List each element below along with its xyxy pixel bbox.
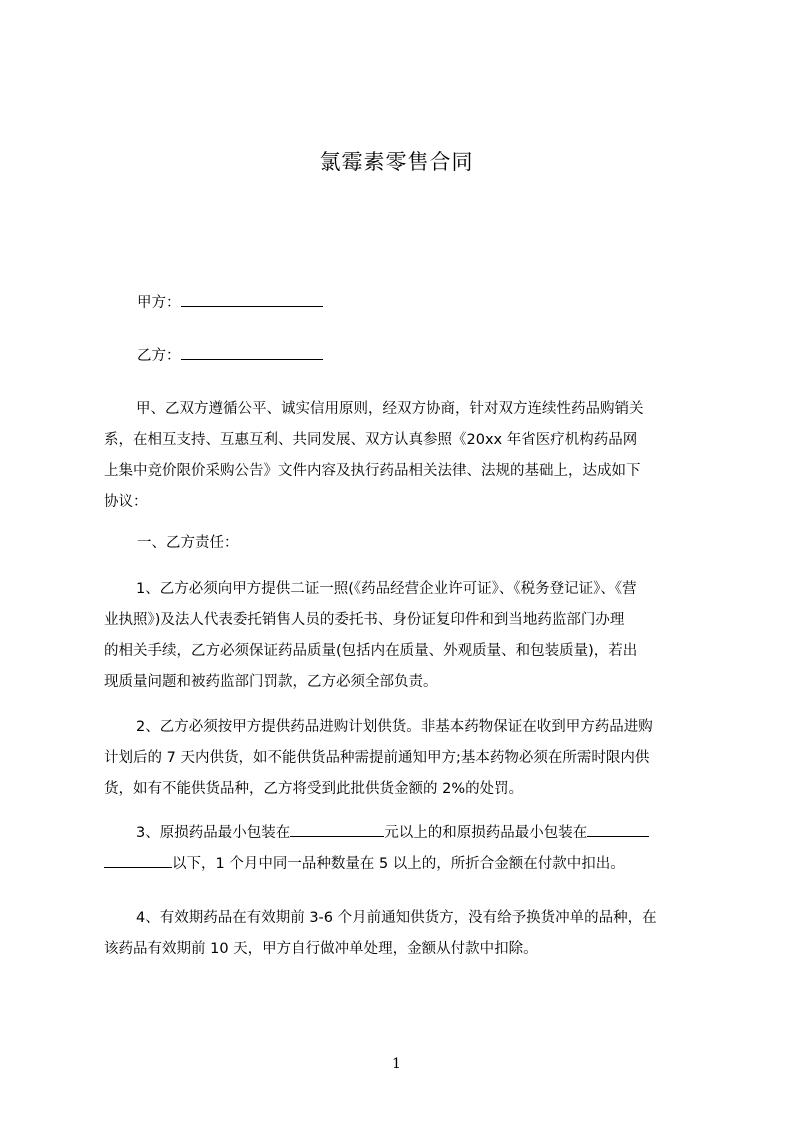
clause-2-line: 计划后的 7 天内供货，如不能供货品种需提前通知甲方;基本药物必须在所需时限内供 [104,750,650,766]
party-a-line [137,292,323,313]
page-title: 氯霉素零售合同 [319,150,474,174]
clause-1-line: 1、乙方必须向甲方提供二证一照(《药品经营企业许可证》、《税务登记证》、《营 [136,581,637,597]
clause-1-line: 现质量问题和被药监部门罚款，乙方必须全部负责。 [104,674,438,690]
intro-line: 系，在相互支持、互惠互利、共同发展、双方认真参照《20xx 年省医疗机构药品网 [104,432,638,448]
clause-2-paragraph [104,712,709,805]
clause-3-blank-threshold [587,822,649,837]
clause-1-paragraph [104,574,709,698]
party-b-line [137,345,323,366]
clause-3-blank-threshold-cont [104,853,172,868]
clause-4-line: 4、有效期药品在有效期前 3-6 个月前通知供货方，没有给予换货冲单的品种，在 [136,910,657,926]
clause-4-paragraph [104,903,709,965]
party-b-blank [181,345,323,360]
section-one-heading: 一、乙方责任： [137,535,239,551]
page-number: 1 [392,1056,401,1072]
clause-2-line: 货，如有不能供货品种，乙方将受到此批供货金额的 2%的处罚。 [104,781,524,797]
clause-3-line-2 [104,849,709,880]
intro-line: 上集中竞价限价采购公告》文件内容及执行药品相关法律、法规的基础上，达成如下 [104,463,641,479]
clause-3-text-c: 以下，1 个月中同一品种数量在 5 以上的，所折合金额在付款中扣出。 [172,856,625,872]
clause-3-text-a: 3、原损药品最小包装在 [136,825,291,841]
intro-line: 协议： [104,494,148,510]
party-a-blank [181,292,323,307]
party-b-label: 乙方： [137,348,181,364]
clause-3-blank-amount [290,822,384,837]
intro-line: 甲、乙双方遵循公平、诚实信用原则，经双方协商，针对双方连续性药品购销关 [136,401,644,417]
intro-paragraph [104,394,709,518]
clause-3-line-1 [104,818,709,849]
clause-2-line: 2、乙方必须按甲方提供药品进购计划供货。非基本药物保证在收到甲方药品进购 [136,719,653,735]
party-a-label: 甲方： [137,295,181,311]
clause-3-paragraph [104,818,709,880]
clause-1-line: 业执照》)及法人代表委托销售人员的委托书、身份证复印件和到当地药监部门办理 [104,612,625,628]
clause-1-line: 的相关手续，乙方必须保证药品质量(包括内在质量、外观质量、和包装质量)，若出 [104,643,638,659]
clause-3-text-b: 元以上的和原损药品最小包装在 [384,825,588,841]
clause-4-line: 该药品有效期前 10 天，甲方自行做冲单处理，金额从付款中扣除。 [104,941,538,957]
